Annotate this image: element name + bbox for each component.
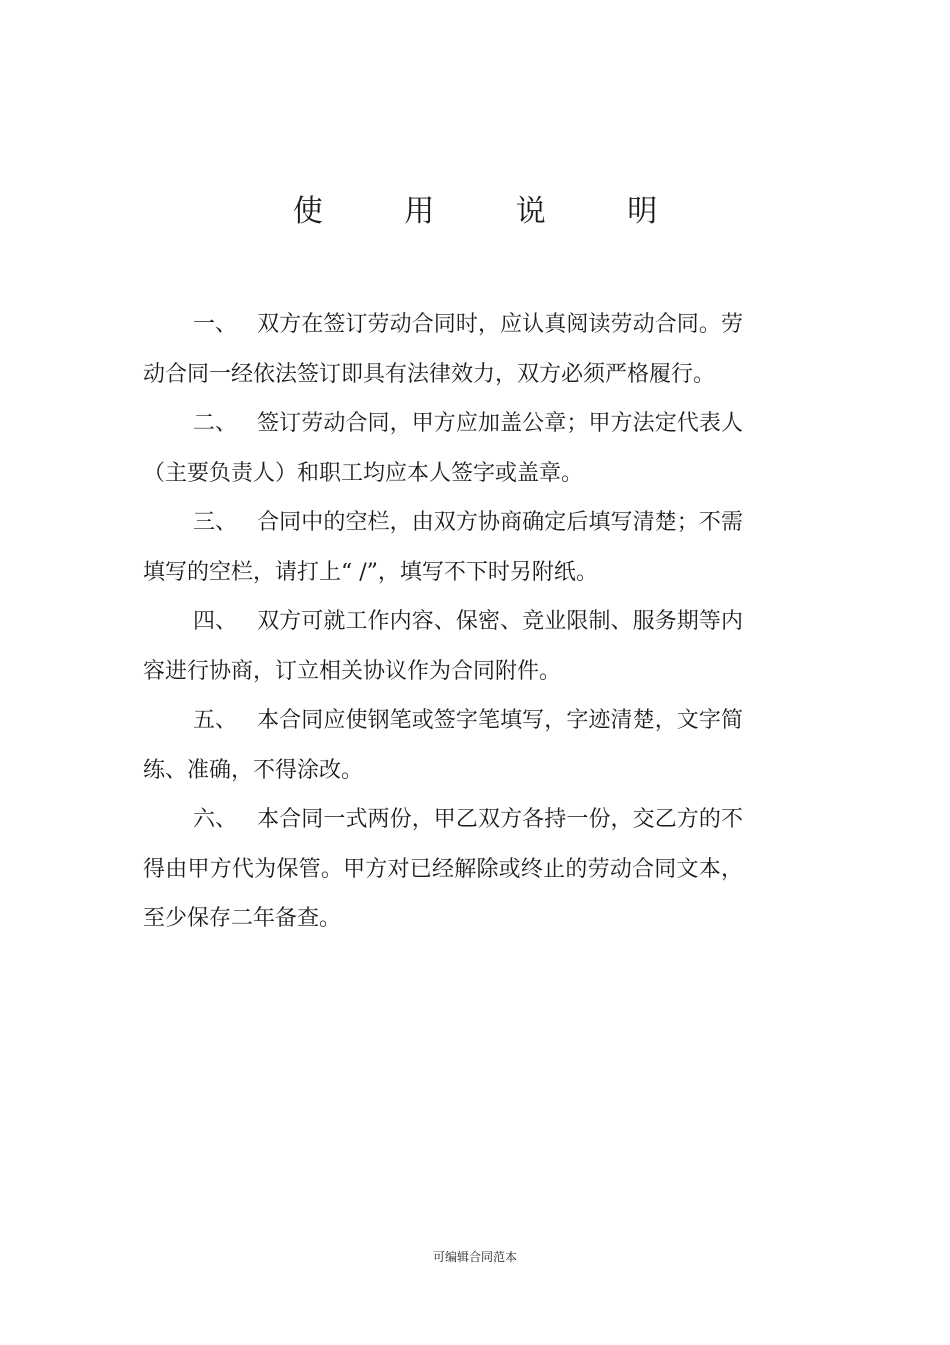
- item-number: 一、: [193, 312, 238, 337]
- document-title: 使 用 说 明: [292, 194, 694, 229]
- instruction-item-5: [143, 696, 743, 795]
- item-text: 合同中的空栏，由双方协商确定后填写清楚；不需填写的空栏，请打上“ /”，填写不下时另附纸。: [143, 510, 743, 585]
- item-number: 六、: [193, 807, 238, 832]
- instruction-item-1: [143, 300, 743, 399]
- item-text: 本合同应使钢笔或签字笔填写，字迹清楚，文字简练、准确，不得涂改。: [143, 708, 743, 783]
- item-text: 签订劳动合同，甲方应加盖公章；甲方法定代表人（主要负责人）和职工均应本人签字或盖章。: [143, 411, 743, 486]
- instructions-body: [143, 300, 743, 944]
- instruction-item-6: [143, 795, 743, 944]
- page-footer: 可编辑合同范本: [432, 1250, 517, 1264]
- item-text: 双方可就工作内容、保密、竞业限制、服务期等内容进行协商，订立相关协议作为合同附件。: [143, 609, 743, 684]
- instruction-item-4: [143, 597, 743, 696]
- instruction-item-2: [143, 399, 743, 498]
- item-number: 三、: [193, 510, 238, 535]
- item-number: 五、: [193, 708, 238, 733]
- item-text: 本合同一式两份，甲乙双方各持一份，交乙方的不得由甲方代为保管。甲方对已经解除或终止的劳动合同文本，至少保存二年备查。: [143, 807, 743, 931]
- instruction-item-3: [143, 498, 743, 597]
- item-text: 双方在签订劳动合同时，应认真阅读劳动合同。劳动合同一经依法签订即具有法律效力，双方必须严格履行。: [143, 312, 743, 387]
- item-number: 二、: [193, 411, 238, 436]
- item-number: 四、: [193, 609, 238, 634]
